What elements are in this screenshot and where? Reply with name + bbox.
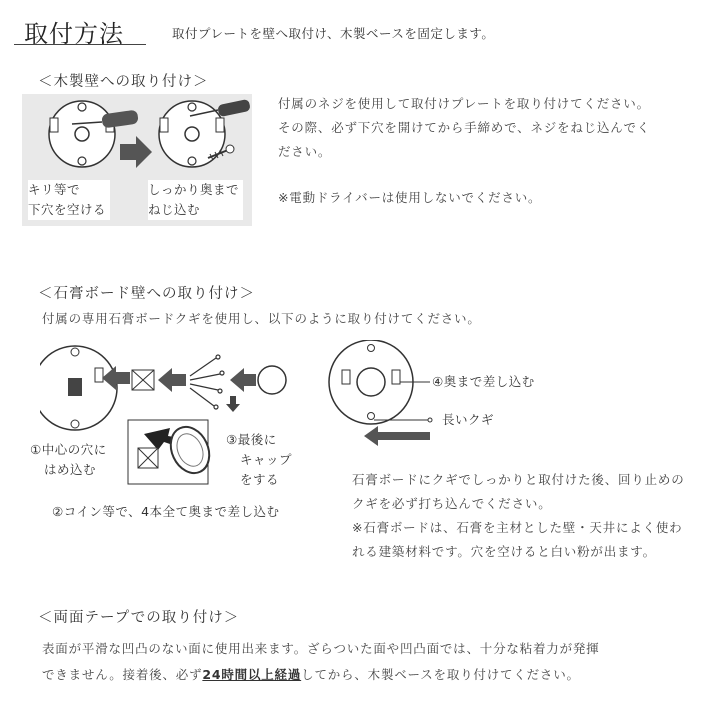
board-heading: ＜石膏ボード壁への取り付け＞: [38, 286, 255, 302]
step1-line2: はめ込む: [44, 462, 97, 477]
arrow-right-icon: [120, 136, 152, 168]
tape-para-line2-post: してから、木製ベースを取り付けてください。: [301, 667, 580, 682]
step3-line3: をする: [240, 472, 280, 487]
wood-para-line2: その際、必ず下穴を開けてから手締めで、ネジをねじ込んでく: [278, 120, 651, 135]
arrow-left-icon-2: [158, 368, 186, 392]
arrow-left-icon-3: [230, 368, 256, 392]
wood-caption-right-line2: ねじ込む: [148, 202, 201, 217]
step1-caption: [30, 440, 107, 480]
arrow-left-long-icon: [364, 426, 430, 446]
step4-caption: ④奥まで差し込む: [432, 374, 535, 389]
wood-description: [278, 92, 650, 164]
step1-line1: ①中心の穴に: [30, 442, 107, 457]
title-underline: [14, 44, 146, 45]
board-illustration-right: [326, 340, 446, 450]
board-para-line3: ※石膏ボードは、石膏を主材とした壁・天井によく使わ: [352, 520, 683, 535]
tape-para-line2: [42, 662, 599, 688]
step3-line2: キャップ: [240, 452, 293, 467]
arrow-down-icon: [226, 396, 240, 412]
board-description: [352, 468, 685, 564]
board-intro: 付属の専用石膏ボードクギを使用し、以下のように取り付けてください。: [42, 311, 481, 326]
mounting-plate-icon: [49, 101, 115, 167]
board-para-line1: 石膏ボードにクギでしっかりと取付けた後、回り止めの: [352, 472, 685, 487]
wood-note: ※電動ドライバーは使用しないでください。: [278, 190, 542, 205]
wood-caption-left: [28, 180, 110, 220]
step3-line1: ③最後に: [226, 432, 277, 447]
wood-heading: ＜木製壁への取り付け＞: [38, 74, 209, 90]
tape-para-line1: 表面が平滑な凹凸のない面に使用出来ます。ざらついた面や凹凸面では、十分な粘着力が発揮: [42, 641, 600, 656]
coin-insert-icon: [128, 420, 216, 484]
intro-text: 取付プレートを壁へ取付け、木製ベースを固定します。: [172, 26, 495, 41]
wood-para-line3: ださい。: [278, 144, 332, 159]
board-para-line2: クギを必ず打ち込んでください。: [352, 496, 552, 511]
tape-description: [42, 636, 599, 688]
nails-icon: [190, 355, 224, 409]
wood-caption-right-line1: しっかり奥まで: [148, 182, 240, 197]
step3-caption: [226, 430, 292, 490]
tape-para-line2-pre: できません。接着後、必ず: [42, 667, 203, 682]
tape-emphasis: 24時間以上経過: [202, 667, 302, 682]
nail-anchor-icon: [132, 370, 154, 390]
step2-caption: ②コイン等で、4本全て奥まで差し込む: [52, 504, 280, 519]
long-nail-label: 長いクギ: [442, 412, 495, 427]
wood-caption-left-line2: 下穴を空ける: [28, 202, 107, 217]
board-para-line4: れる建築材料です。穴を空けると白い粉が出ます。: [352, 544, 656, 559]
page-title: 取付方法: [24, 20, 124, 48]
wood-caption-right: [148, 180, 243, 220]
wood-caption-left-line1: キリ等で: [28, 182, 81, 197]
board-plate-icon: [40, 346, 117, 430]
cap-icon: [258, 366, 286, 394]
tape-heading: ＜両面テープでの取り付け＞: [38, 610, 240, 626]
wood-para-line1: 付属のネジを使用して取付けプレートを取り付けてください。: [278, 96, 650, 111]
